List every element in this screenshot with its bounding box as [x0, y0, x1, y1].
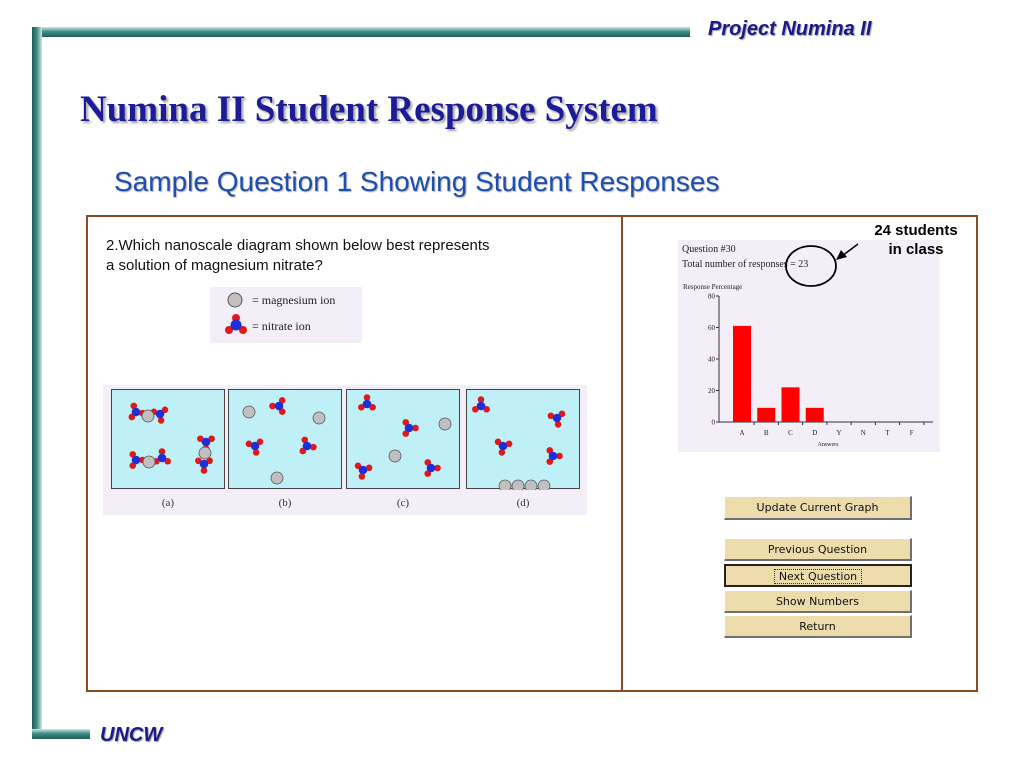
nitrogen-atom [275, 402, 284, 411]
frame-bottom-bar [32, 729, 90, 739]
magnesium-ion [499, 480, 511, 490]
bar-b [757, 408, 775, 422]
total-responses: Total number of responses = 23 [682, 259, 809, 270]
bar-d [806, 408, 824, 422]
previous-question-label: Previous Question [767, 543, 868, 556]
bar-chart [678, 240, 940, 452]
nitrogen-atom [200, 460, 209, 469]
diagram-d-molecules [467, 390, 581, 490]
nitrate-ion-icon [224, 313, 248, 337]
nitrogen-atom [363, 400, 372, 409]
nitrogen-atom [132, 456, 141, 465]
magnesium-ion [143, 456, 155, 468]
y-tick-label: 40 [708, 355, 715, 364]
nitrogen-atom [303, 442, 312, 451]
legend-nitrate-label: = nitrate ion [252, 319, 311, 333]
show-numbers-button[interactable] [724, 590, 912, 613]
nitrogen-atom [499, 442, 508, 451]
nitrogen-atom [549, 452, 558, 461]
return-button[interactable] [724, 615, 912, 638]
nitrogen-atom [477, 402, 486, 411]
update-graph-button[interactable] [724, 496, 912, 520]
diagram-b-molecules [229, 390, 343, 490]
x-tick-label: N [860, 429, 866, 437]
x-tick-label: D [812, 429, 818, 437]
question-line-1: 2.Which nanoscale diagram shown below best represents [106, 237, 490, 254]
diagram-c-label: (c) [396, 497, 410, 509]
nitrogen-atom [359, 466, 368, 475]
show-numbers-label: Show Numbers [775, 595, 860, 608]
x-tick-label: F [909, 429, 914, 437]
question-number: Question #30 [682, 244, 736, 255]
nitrogen-atom [132, 408, 141, 417]
page-subtitle: Sample Question 1 Showing Student Responses [114, 166, 720, 197]
question-text [106, 236, 566, 276]
magnesium-ion [199, 447, 211, 459]
x-tick-label: B [763, 429, 769, 437]
frame-top-bar [32, 27, 690, 37]
callout-line-2: in class [888, 241, 944, 258]
magnesium-ion [313, 412, 325, 424]
nitrogen-atom [156, 410, 165, 419]
next-question-button[interactable] [724, 564, 912, 587]
diagram-strip [103, 385, 587, 515]
brand-label: Project Numina II [708, 18, 872, 40]
nitrogen-atom [202, 438, 211, 447]
magnesium-ion [439, 418, 451, 430]
footer-brand: UNCW [100, 724, 163, 746]
x-axis-label: Answers [817, 442, 839, 448]
legend-magnesium [224, 290, 364, 310]
panel-divider [621, 215, 623, 692]
question-line-2: a solution of magnesium nitrate? [106, 257, 323, 274]
response-chart [678, 240, 940, 452]
ion-legend [210, 287, 362, 343]
return-label: Return [799, 620, 836, 633]
diagram-a-label: (a) [161, 497, 175, 509]
update-graph-label: Update Current Graph [756, 501, 879, 514]
x-tick-label: T [885, 429, 890, 437]
diagram-a[interactable] [111, 389, 225, 489]
magnesium-ion [389, 450, 401, 462]
callout-line-1: 24 students [874, 222, 958, 239]
legend-nitrate [224, 316, 364, 336]
x-tick-label: C [788, 429, 793, 437]
diagram-d[interactable] [466, 389, 580, 489]
y-tick-label: 0 [711, 418, 715, 427]
page-title: Numina II Student Response System [80, 89, 658, 130]
nitrogen-atom [158, 454, 167, 463]
x-tick-label: A [739, 429, 745, 437]
magnesium-ion [538, 480, 550, 490]
bar-a [733, 326, 751, 422]
diagram-c-molecules [347, 390, 461, 490]
callout-text [856, 221, 976, 259]
y-tick-label: 80 [708, 292, 715, 301]
bar-c [782, 387, 800, 422]
x-tick-label: Y [836, 429, 842, 437]
magnesium-ion [142, 410, 154, 422]
nitrogen-atom [251, 442, 260, 451]
magnesium-ion [271, 472, 283, 484]
magnesium-ion [525, 480, 537, 490]
frame-left-bar [32, 27, 42, 739]
chart-title: Response Percentage [683, 283, 743, 291]
nitrogen-atom [553, 414, 562, 423]
y-tick-label: 20 [708, 387, 715, 395]
diagram-d-label: (d) [516, 497, 530, 509]
magnesium-ion [512, 480, 524, 490]
next-question-label: Next Question [775, 570, 861, 583]
diagram-b[interactable] [228, 389, 342, 489]
diagram-a-molecules [112, 390, 226, 490]
nitrogen-atom [427, 464, 436, 473]
diagram-b-label: (b) [278, 497, 292, 509]
magnesium-ion-icon [224, 290, 246, 310]
magnesium-ion [243, 406, 255, 418]
y-tick-label: 60 [708, 324, 715, 332]
nitrogen-atom [405, 424, 414, 433]
diagram-c[interactable] [346, 389, 460, 489]
legend-magnesium-label: = magnesium ion [252, 293, 336, 307]
previous-question-button[interactable] [724, 538, 912, 561]
